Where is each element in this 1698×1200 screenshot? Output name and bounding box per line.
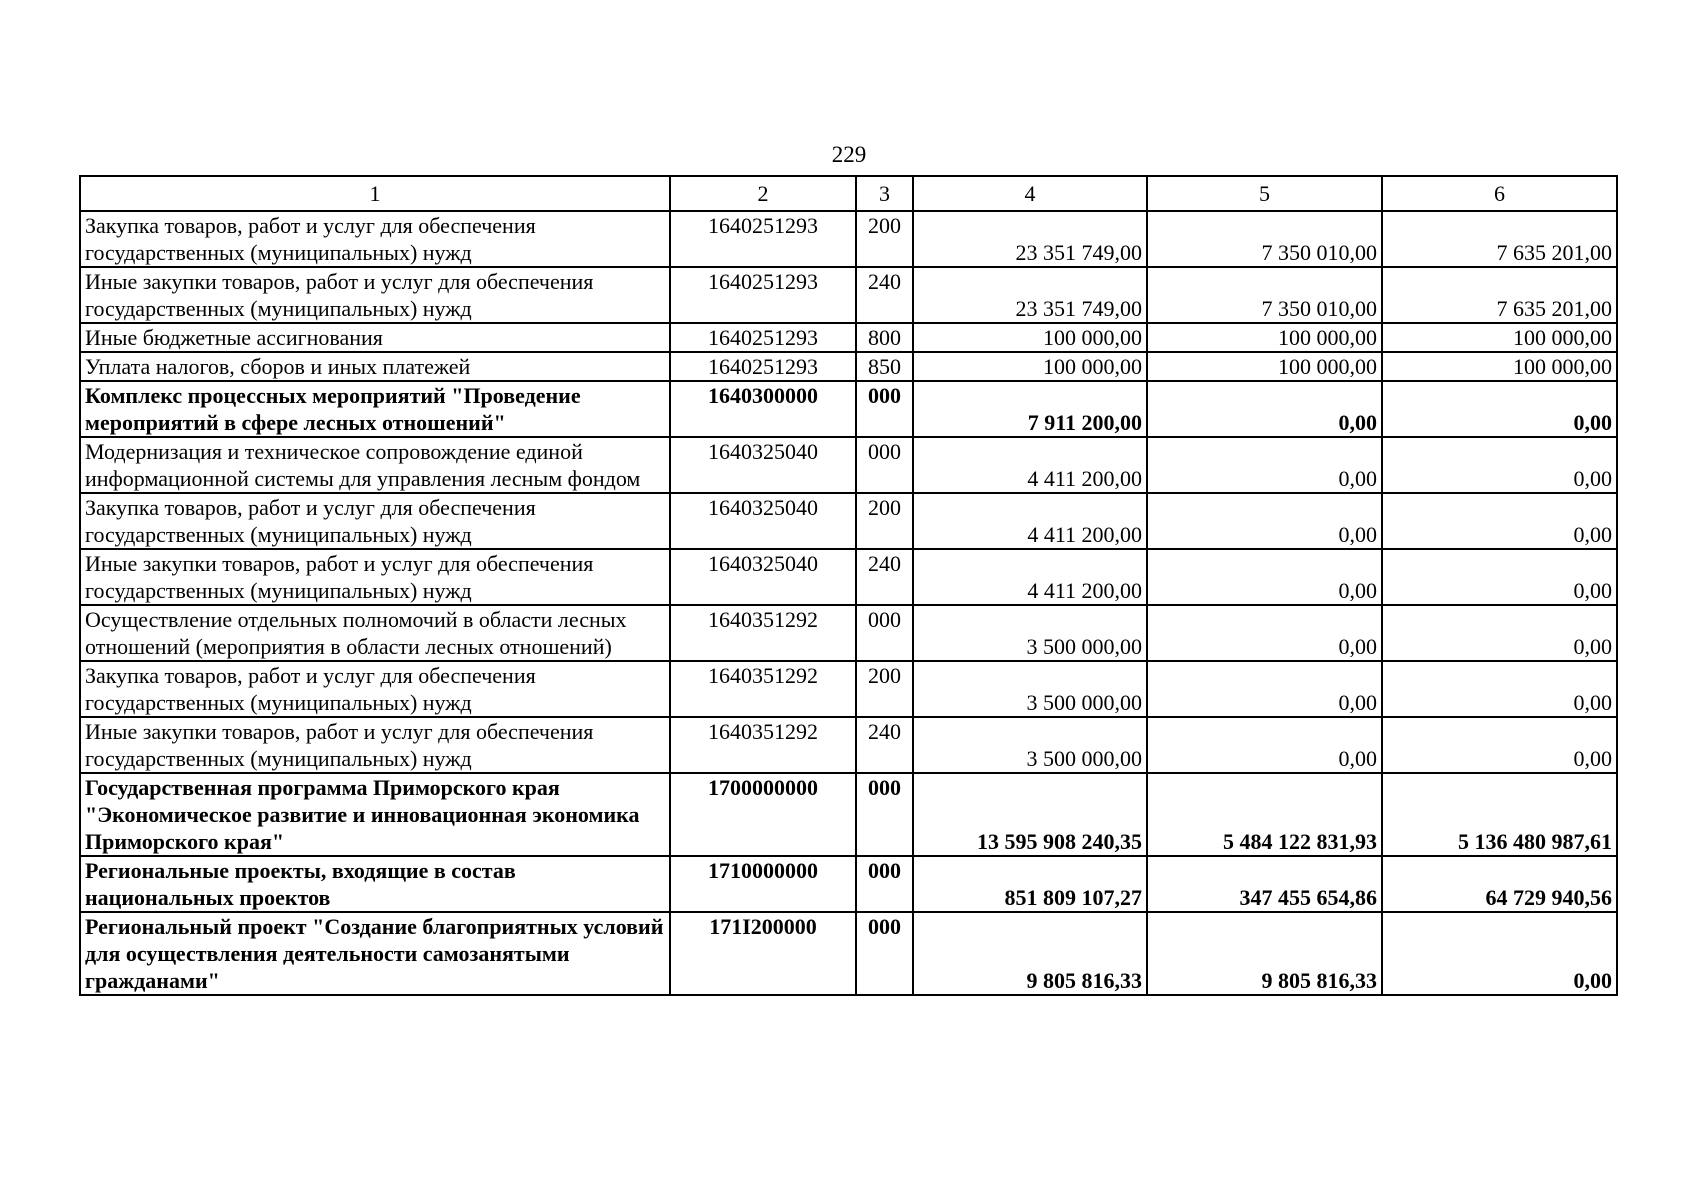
table-row bbox=[80, 493, 1617, 549]
row-expense-type-cell: 200 bbox=[856, 661, 913, 717]
row-value-col6-cell: 100 000,00 bbox=[1382, 323, 1617, 352]
row-name-cell: Иные закупки товаров, работ и услуг для обеспечения государственных (муниципальных) нужд bbox=[80, 549, 670, 605]
row-name-cell: Осуществление отдельных полномочий в области лесных отношений (мероприятия в области лесных отношений) bbox=[80, 605, 670, 661]
row-value-col5-cell: 7 350 010,00 bbox=[1147, 267, 1382, 323]
row-value-col6-cell: 64 729 940,56 bbox=[1382, 856, 1617, 912]
row-value-col6-cell: 0,00 bbox=[1382, 549, 1617, 605]
column-header-1: 1 bbox=[80, 176, 670, 211]
page-number: 229 bbox=[831, 142, 867, 167]
row-value-col6-cell: 0,00 bbox=[1382, 912, 1617, 995]
row-value-col4-cell: 4 411 200,00 bbox=[913, 437, 1147, 493]
row-name-cell: Комплекс процессных мероприятий "Проведение мероприятий в сфере лесных отношений" bbox=[80, 381, 670, 437]
row-name-cell: Государственная программа Приморского края "Экономическое развитие и инновационная экономика Приморского края" bbox=[80, 773, 670, 856]
row-expense-type-cell: 000 bbox=[856, 605, 913, 661]
budget-table bbox=[79, 175, 1618, 996]
row-value-col4-cell: 100 000,00 bbox=[913, 352, 1147, 381]
column-header-4: 4 bbox=[913, 176, 1147, 211]
table-row bbox=[80, 437, 1617, 493]
table-row bbox=[80, 381, 1617, 437]
row-name-cell: Иные бюджетные ассигнования bbox=[80, 323, 670, 352]
row-expense-type-cell: 240 bbox=[856, 549, 913, 605]
row-expense-type-cell: 000 bbox=[856, 381, 913, 437]
row-name-cell: Иные закупки товаров, работ и услуг для обеспечения государственных (муниципальных) нужд bbox=[80, 267, 670, 323]
table-row bbox=[80, 912, 1617, 995]
row-value-col6-cell: 0,00 bbox=[1382, 437, 1617, 493]
row-expense-type-cell: 200 bbox=[856, 211, 913, 267]
table-row bbox=[80, 267, 1617, 323]
table-row bbox=[80, 549, 1617, 605]
row-value-col6-cell: 0,00 bbox=[1382, 605, 1617, 661]
row-expense-type-cell: 240 bbox=[856, 717, 913, 773]
row-value-col5-cell: 100 000,00 bbox=[1147, 323, 1382, 352]
row-code-cell: 1640251293 bbox=[670, 323, 856, 352]
column-header-2: 2 bbox=[670, 176, 856, 211]
row-name-cell: Региональный проект "Создание благоприятных условий для осуществления деятельности самозанятыми гражданами" bbox=[80, 912, 670, 995]
row-value-col6-cell: 0,00 bbox=[1382, 381, 1617, 437]
row-value-col4-cell: 4 411 200,00 bbox=[913, 493, 1147, 549]
row-value-col5-cell: 0,00 bbox=[1147, 493, 1382, 549]
row-code-cell: 1640300000 bbox=[670, 381, 856, 437]
table-row bbox=[80, 211, 1617, 267]
row-value-col6-cell: 100 000,00 bbox=[1382, 352, 1617, 381]
row-name-cell: Закупка товаров, работ и услуг для обеспечения государственных (муниципальных) нужд bbox=[80, 493, 670, 549]
row-value-col4-cell: 9 805 816,33 bbox=[913, 912, 1147, 995]
row-code-cell: 1640325040 bbox=[670, 549, 856, 605]
row-name-cell: Иные закупки товаров, работ и услуг для обеспечения государственных (муниципальных) нужд bbox=[80, 717, 670, 773]
row-code-cell: 171I200000 bbox=[670, 912, 856, 995]
column-header-6: 6 bbox=[1382, 176, 1617, 211]
row-expense-type-cell: 000 bbox=[856, 437, 913, 493]
row-expense-type-cell: 000 bbox=[856, 856, 913, 912]
row-name-cell: Закупка товаров, работ и услуг для обеспечения государственных (муниципальных) нужд bbox=[80, 661, 670, 717]
row-value-col6-cell: 0,00 bbox=[1382, 717, 1617, 773]
row-value-col6-cell: 7 635 201,00 bbox=[1382, 267, 1617, 323]
row-expense-type-cell: 850 bbox=[856, 352, 913, 381]
row-value-col4-cell: 3 500 000,00 bbox=[913, 717, 1147, 773]
row-value-col6-cell: 0,00 bbox=[1382, 493, 1617, 549]
table-body bbox=[80, 211, 1617, 995]
table-row bbox=[80, 605, 1617, 661]
row-value-col5-cell: 5 484 122 831,93 bbox=[1147, 773, 1382, 856]
row-expense-type-cell: 240 bbox=[856, 267, 913, 323]
row-value-col5-cell: 0,00 bbox=[1147, 549, 1382, 605]
row-code-cell: 1640351292 bbox=[670, 661, 856, 717]
row-value-col5-cell: 7 350 010,00 bbox=[1147, 211, 1382, 267]
row-value-col4-cell: 13 595 908 240,35 bbox=[913, 773, 1147, 856]
table-row bbox=[80, 661, 1617, 717]
row-expense-type-cell: 000 bbox=[856, 912, 913, 995]
row-value-col6-cell: 5 136 480 987,61 bbox=[1382, 773, 1617, 856]
row-value-col4-cell: 23 351 749,00 bbox=[913, 267, 1147, 323]
row-code-cell: 1640351292 bbox=[670, 605, 856, 661]
row-expense-type-cell: 000 bbox=[856, 773, 913, 856]
row-value-col4-cell: 7 911 200,00 bbox=[913, 381, 1147, 437]
row-value-col5-cell: 0,00 bbox=[1147, 381, 1382, 437]
table-header-row bbox=[80, 176, 1617, 211]
row-value-col5-cell: 0,00 bbox=[1147, 605, 1382, 661]
row-value-col5-cell: 0,00 bbox=[1147, 717, 1382, 773]
row-code-cell: 1640251293 bbox=[670, 352, 856, 381]
row-value-col4-cell: 851 809 107,27 bbox=[913, 856, 1147, 912]
row-name-cell: Закупка товаров, работ и услуг для обеспечения государственных (муниципальных) нужд bbox=[80, 211, 670, 267]
row-code-cell: 1640351292 bbox=[670, 717, 856, 773]
row-value-col4-cell: 23 351 749,00 bbox=[913, 211, 1147, 267]
row-name-cell: Региональные проекты, входящие в состав национальных проектов bbox=[80, 856, 670, 912]
row-value-col4-cell: 3 500 000,00 bbox=[913, 605, 1147, 661]
row-value-col6-cell: 7 635 201,00 bbox=[1382, 211, 1617, 267]
row-value-col5-cell: 9 805 816,33 bbox=[1147, 912, 1382, 995]
table-row bbox=[80, 323, 1617, 352]
row-code-cell: 1640251293 bbox=[670, 267, 856, 323]
column-header-5: 5 bbox=[1147, 176, 1382, 211]
row-name-cell: Модернизация и техническое сопровождение единой информационной системы для управления лесным фондом bbox=[80, 437, 670, 493]
table-row bbox=[80, 856, 1617, 912]
row-value-col6-cell: 0,00 bbox=[1382, 661, 1617, 717]
row-value-col4-cell: 4 411 200,00 bbox=[913, 549, 1147, 605]
row-code-cell: 1640251293 bbox=[670, 211, 856, 267]
row-code-cell: 1700000000 bbox=[670, 773, 856, 856]
row-name-cell: Уплата налогов, сборов и иных платежей bbox=[80, 352, 670, 381]
row-expense-type-cell: 200 bbox=[856, 493, 913, 549]
row-code-cell: 1710000000 bbox=[670, 856, 856, 912]
row-code-cell: 1640325040 bbox=[670, 493, 856, 549]
row-value-col5-cell: 347 455 654,86 bbox=[1147, 856, 1382, 912]
row-value-col4-cell: 3 500 000,00 bbox=[913, 661, 1147, 717]
row-value-col5-cell: 0,00 bbox=[1147, 437, 1382, 493]
table-row bbox=[80, 717, 1617, 773]
row-code-cell: 1640325040 bbox=[670, 437, 856, 493]
column-header-3: 3 bbox=[856, 176, 913, 211]
row-expense-type-cell: 800 bbox=[856, 323, 913, 352]
row-value-col5-cell: 100 000,00 bbox=[1147, 352, 1382, 381]
table-row bbox=[80, 773, 1617, 856]
row-value-col5-cell: 0,00 bbox=[1147, 661, 1382, 717]
row-value-col4-cell: 100 000,00 bbox=[913, 323, 1147, 352]
table-row bbox=[80, 352, 1617, 381]
